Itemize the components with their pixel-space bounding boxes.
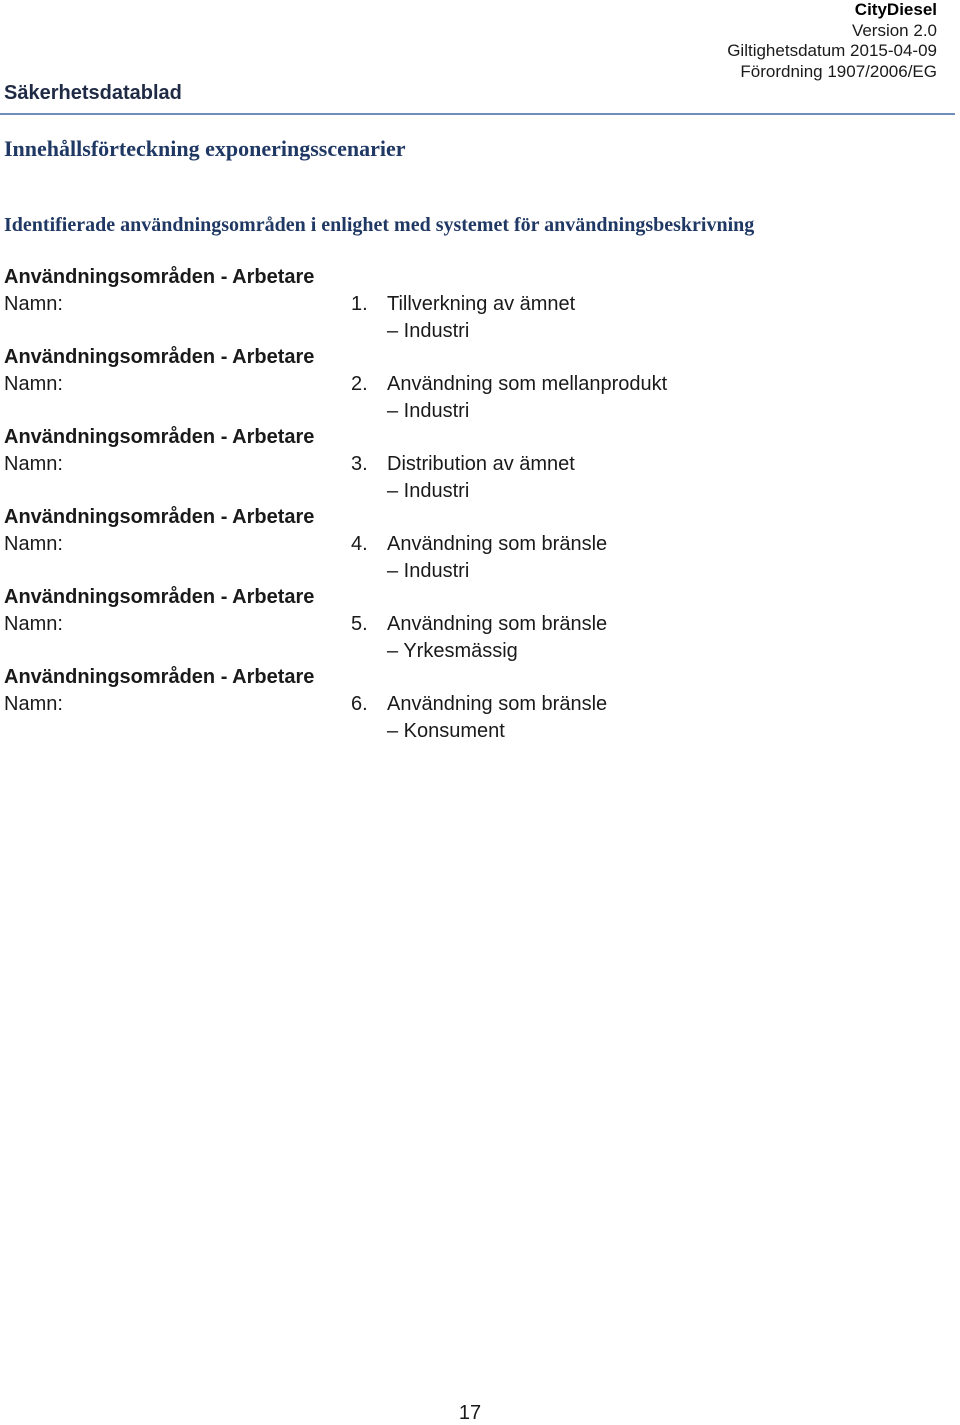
list-item [0, 506, 960, 586]
entry-category: Användningsområden - Arbetare [4, 266, 315, 288]
entry-sector: – Industri [387, 320, 470, 342]
list-item [0, 266, 960, 346]
entry-name-label: Namn: [4, 693, 63, 715]
header-divider [0, 113, 955, 115]
section-subtitle: Identifierade användningsområden i enlighet med systemet för användningsbeskrivning [4, 214, 755, 236]
version-label: Version 2.0 [851, 20, 937, 40]
entry-sector: – Industri [387, 400, 470, 422]
entry-sector: – Industri [387, 560, 470, 582]
entry-category: Användningsområden - Arbetare [4, 666, 315, 688]
entry-category: Användningsområden - Arbetare [4, 586, 315, 608]
entry-sector: – Industri [387, 480, 470, 502]
entry-number: 6. [351, 693, 368, 715]
entry-category: Användningsområden - Arbetare [4, 426, 315, 448]
entry-category: Användningsområden - Arbetare [4, 346, 315, 368]
entry-title: Användning som bränsle [387, 613, 608, 635]
entry-sector: – Konsument [387, 720, 505, 742]
list-item [0, 346, 960, 426]
entry-title: Användning som bränsle [387, 533, 608, 555]
document-header-info [727, 0, 937, 82]
list-item [0, 426, 960, 506]
entry-number: 2. [351, 373, 368, 395]
entry-category: Användningsområden - Arbetare [4, 506, 315, 528]
entry-name-label: Namn: [4, 453, 63, 475]
entry-name-label: Namn: [4, 533, 63, 555]
entry-number: 3. [351, 453, 368, 475]
regulation-label: Förordning 1907/2006/EG [740, 61, 937, 81]
entry-number: 4. [351, 533, 368, 555]
list-item [0, 586, 960, 666]
entry-name-label: Namn: [4, 613, 63, 635]
entry-sector: – Yrkesmässig [387, 640, 518, 662]
entry-name-label: Namn: [4, 373, 63, 395]
entry-title: Användning som mellanprodukt [387, 373, 668, 395]
validity-date: Giltighetsdatum 2015-04-09 [727, 41, 937, 60]
page-number: 17 [458, 1402, 482, 1424]
entry-number: 1. [351, 293, 368, 315]
list-item [0, 666, 960, 746]
entry-title: Tillverkning av ämnet [387, 293, 576, 315]
entry-title: Användning som bränsle [387, 693, 608, 715]
entry-name-label: Namn: [4, 293, 63, 315]
exposure-scenario-list [0, 266, 960, 746]
section-title: Innehållsförteckning exponeringsscenarier [4, 136, 406, 161]
entry-title: Distribution av ämnet [387, 453, 575, 475]
product-name: CityDiesel [854, 0, 937, 19]
entry-number: 5. [351, 613, 368, 635]
document-type: Säkerhetsdatablad [4, 82, 182, 104]
